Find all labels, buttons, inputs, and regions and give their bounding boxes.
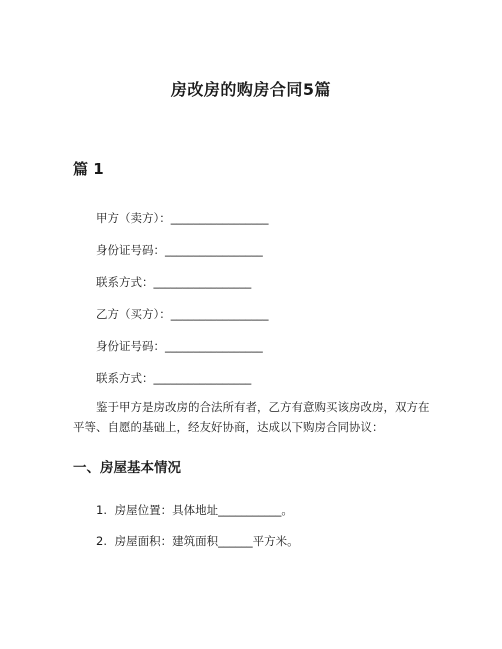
seller-contact-line: 联系方式：_________________ bbox=[96, 275, 252, 289]
list-item bbox=[96, 533, 299, 549]
document-title: 房改房的购房合同5篇 bbox=[170, 80, 332, 99]
list-item-text: 房屋面积：建筑面积______平方米。 bbox=[114, 534, 299, 548]
buyer-name-line: 乙方（买方）：_________________ bbox=[96, 307, 269, 321]
buyer-id-line: 身份证号码：_________________ bbox=[96, 339, 263, 353]
subheading-house-info: 一、房屋基本情况 bbox=[73, 460, 181, 476]
seller-id-line: 身份证号码：_________________ bbox=[96, 243, 263, 257]
intro-paragraph: 鉴于甲方是房改房的合法所有者，乙方有意购买该房改房，双方在平等、自愿的基础上，经友好协商，达成以下购房合同协议： bbox=[73, 400, 430, 434]
buyer-contact-line: 联系方式：_________________ bbox=[96, 371, 252, 385]
list-item-number: 2. bbox=[96, 534, 107, 548]
seller-name-line: 甲方（卖方）：_________________ bbox=[96, 211, 269, 225]
section-heading: 篇 1 bbox=[73, 160, 104, 178]
list-item-text: 房屋位置：具体地址___________。 bbox=[114, 503, 293, 517]
list-item-number: 1. bbox=[96, 503, 107, 517]
list-item bbox=[96, 502, 293, 518]
